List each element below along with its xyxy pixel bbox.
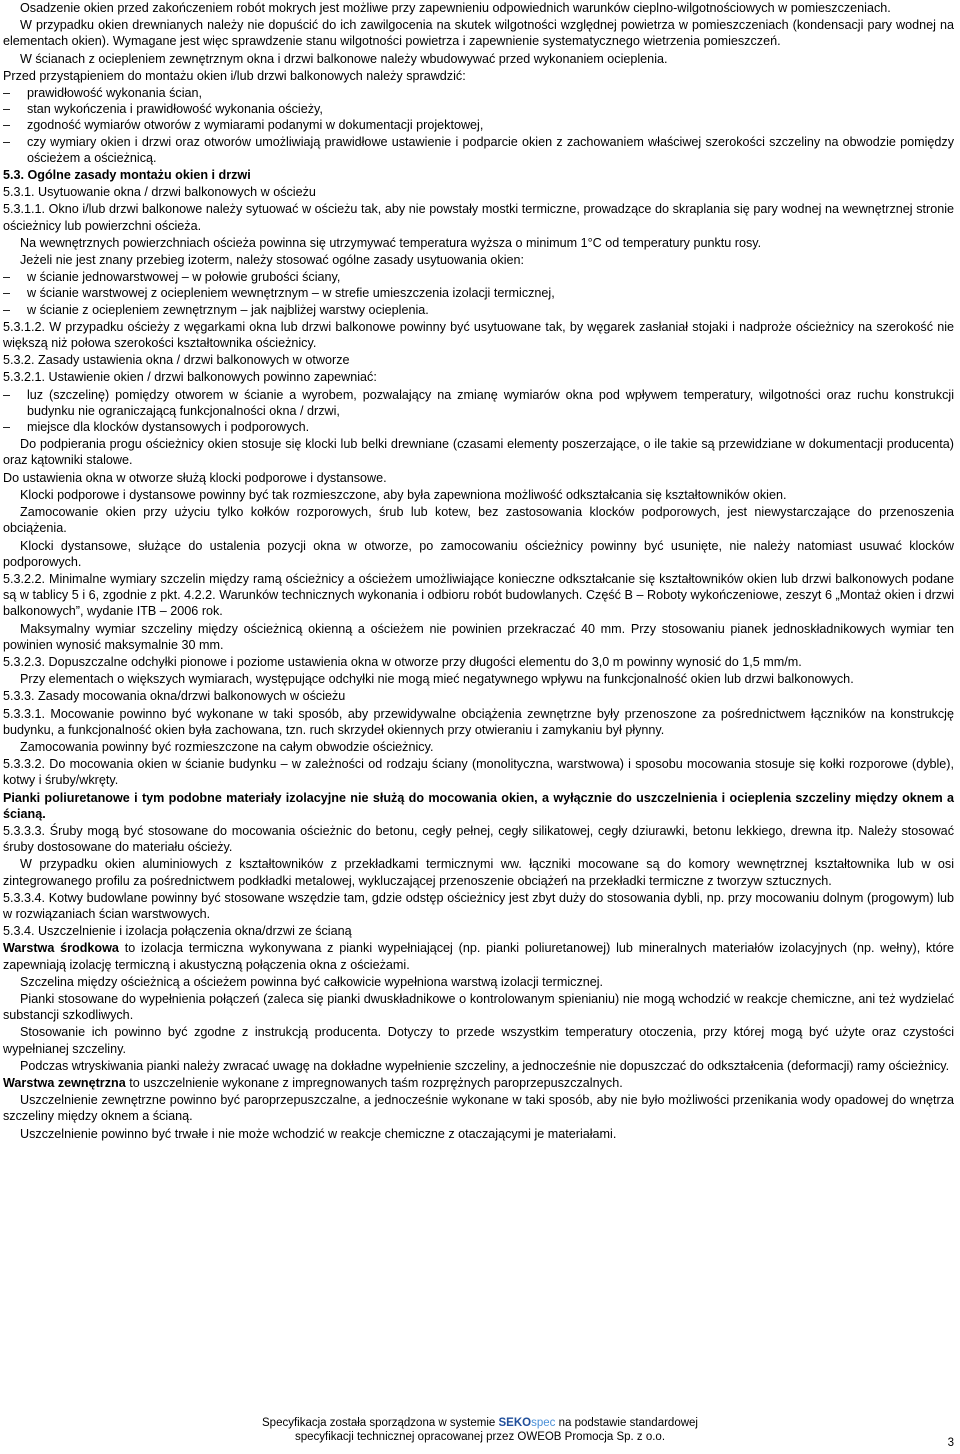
list-item: – miejsce dla klocków dystansowych i podporowych.: [3, 420, 310, 435]
list-item: – w ścianie warstwowej z ociepleniem wewnętrznym – w strefie umieszczenia izolacji termicznej,: [3, 286, 555, 301]
paragraph: Przed przystąpieniem do montażu okien i/lub drzwi balkonowych należy sprawdzić:: [3, 68, 466, 83]
paragraph: Maksymalny wymiar szczeliny między ościeżnicą okienną a ościeżem nie powinien przekraczać 40 mm. Przy stosowaniu pianek jednoskładnikowych wymiar ten powinien wynosić maksymalnie 30 mm.: [3, 621, 954, 652]
requirements-list: [3, 387, 954, 436]
placement-list: [3, 269, 954, 318]
paragraph: Warstwa zewnętrzna to uszczelnienie wykonane z impregnowanych taśm rozprężnych paroprzepuszczalnych.: [3, 1076, 623, 1090]
paragraph: Pianki stosowane do wypełnienia połączeń (zaleca się pianki dwuskładnikowe o kontrolowanym spienianiu) nie mogą wchodzić w reakcje chemiczne, ani też wydzielać substancji szkodliwych.: [3, 991, 954, 1023]
paragraph: Do ustawienia okna w otworze służą klocki podporowe i dystansowe.: [3, 470, 387, 485]
paragraph: W przypadku okien drewnianych należy nie dopuścić do ich zawilgocenia na skutek wilgotności względnej powietrza w pomieszczeniach (kondensacji pary wodnej na elementach okien). Wymagane jest więc sprawdzenie stanu wilgotności powietrza i zapewnienie systematycznego wietrzenia pomieszczeń.: [3, 18, 954, 49]
paragraph: 5.3.1.2. W przypadku ościeży z węgarkami okna lub drzwi balkonowe powinny być usytuowane tak, by węgarek zasłaniał stojaki i nadproże ościeżnicy na szerokość nie większą niż połowa szerokości kształtownika ościeżnicy.: [3, 319, 954, 351]
page-footer: [0, 1416, 960, 1444]
paragraph: Zamocowanie okien przy użyciu tylko kołków rozporowych, śrub lub kotew, bez zastosowania klocków podporowych, jest niewystarczające do przenoszenia obciążenia.: [3, 505, 954, 536]
term-label: Warstwa zewnętrzna: [3, 1076, 126, 1090]
paragraph: Osadzenie okien przed zakończeniem robót mokrych jest możliwe przy zapewnieniu odpowiednich warunków cieplno-wilgotnościowych w pomieszczeniach.: [20, 1, 891, 15]
paragraph: 5.3.2.2. Minimalne wymiary szczelin między ramą ościeżnicy a ościeżem umożliwiające konieczne odkształcanie się kształtowników okien lub drzwi balkonowych podane są w tablicy 5 i 6, zgodnie z pkt. 4.2.2. Warunków technicznych wykonania i odbioru robót budowlanych. Część B – Roboty wykończeniowe, zeszyt 6 „Montaż okien i drzwi balkonowych”, wydanie ITB – 2006 rok.: [3, 571, 954, 619]
paragraph: W ścianach z ociepleniem zewnętrznym okna i drzwi balkonowe należy wbudowywać przed wykonaniem ocieplenia.: [20, 51, 668, 66]
paragraph: 5.3.3.4. Kotwy budowlane powinny być stosowane wszędzie tam, gdzie odstęp ościeżnicy jest zbyt duży do stosowania dybli, np. przy mocowaniu dolnym (progowym) lub w rozwiązaniach ścian warstwowych.: [3, 890, 954, 921]
list-item: – stan wykończenia i prawidłowość wykonania ościeży,: [3, 102, 323, 117]
paragraph: 5.3.2.3. Dopuszczalne odchyłki pionowe i poziome ustawienia okna w otworze przy długości elementu do 3,0 m powinny wynosić do 1,5 mm/m.: [3, 654, 802, 669]
paragraph: 5.3.2.1. Ustawienie okien / drzwi balkonowych powinno zapewniać:: [3, 370, 377, 385]
paragraph: Zamocowania powinny być rozmieszczone na całym obwodzie ościeżnicy.: [20, 739, 434, 754]
paragraph: Na wewnętrznych powierzchniach ościeża powinna się utrzymywać temperatura wyższa o minimum 1°C od temperatury punktu rosy.: [20, 235, 762, 250]
paragraph: Klocki podporowe i dystansowe powinny być tak rozmieszczone, aby była zapewniona możliwość odkształcania się kształtowników okien.: [20, 487, 787, 502]
paragraph: 5.3.3.3. Śruby mogą być stosowane do mocowania ościeżnic do betonu, cegły pełnej, cegły silikatowej, cegły dziurawki, betonu lekkiego, drewna itp. Należy stosować śruby dostosowane do materiału ościeży.: [3, 823, 954, 855]
paragraph: 5.3.3.2. Do mocowania okien w ścianie budynku – w zależności od rodzaju ściany (monolityczna, warstwowa) i sposobu mocowania stosuje się kołki rozporowe (dyble), kotwy i śruby/wkręty.: [3, 757, 954, 788]
section-heading: 5.3. Ogólne zasady montażu okien i drzwi: [3, 168, 251, 183]
paragraph: Podczas wtryskiwania pianki należy zwracać uwagę na dokładne wypełnienie szczeliny, a jednocześnie nie dopuszczać do odkształcenia (deformacji) ramy ościeżnicy.: [20, 1058, 950, 1073]
paragraph: Szczelina między ościeżnicą a ościeżem powinna być całkowicie wypełniona warstwą izolacji termicznej.: [20, 974, 604, 989]
paragraph: Uszczelnienie zewnętrzne powinno być paroprzepuszczalne, a jednocześnie wykonane w taki sposób, aby nie było możliwości przenikania wody opadowej do wnętrza szczeliny między oknem a ścianą.: [3, 1093, 954, 1124]
subsection-heading: 5.3.4. Uszczelnienie i izolacja połączenia okna/drzwi ze ścianą: [3, 924, 352, 939]
list-item: – prawidłowość wykonania ścian,: [3, 86, 202, 101]
sekospec-logo: SEKOspec: [498, 1417, 556, 1429]
paragraph: Przy elementach o większych wymiarach, występujące odchyłki nie mogą mieć negatywnego wpływu na funkcjonalność okien lub drzwi balkonowych.: [20, 672, 854, 687]
paragraph: Uszczelnienie powinno być trwałe i nie może wchodzić w reakcje chemiczne z otaczającymi je materiałami.: [20, 1126, 617, 1141]
term-label: Warstwa środkowa: [3, 941, 119, 956]
bold-notice: Pianki poliuretanowe i tym podobne materiały izolacyjne nie służą do mocowania okien, a wyłącznie do uszczelnienia i ocieplenia szczeliny między oknem a ścianą.: [3, 790, 954, 821]
footer-line-1: Specyfikacja została sporządzona w systemie SEKOspec na podstawie standardowej: [262, 1417, 698, 1429]
subsection-heading: 5.3.3. Zasady mocowania okna/drzwi balkonowych w ościeżu: [3, 689, 346, 704]
list-item: – w ścianie jednowarstwowej – w połowie grubości ściany,: [3, 270, 341, 285]
page-number: 3: [947, 1437, 954, 1449]
paragraph: Stosowanie ich powinno być zgodne z instrukcją producenta. Dotyczy to przede wszystkim temperatury otoczenia, przy której mogą być użyte oraz czystości wypełnianej szczeliny.: [3, 1025, 954, 1056]
list-item: – luz (szczelinę) pomiędzy otworem w ścianie a wyrobem, pozwalający na zmianę wymiarów okna pod wpływem temperatury, wilgotności oraz ruchu konstrukcji budynku nie ograniczającą funkcjonalności okna / drzwi,: [3, 387, 954, 418]
list-item: – w ścianie z ociepleniem zewnętrznym – jak najbliżej warstwy ocieplenia.: [3, 302, 429, 317]
paragraph: 5.3.1.1. Okno i/lub drzwi balkonowe należy sytuować w ościeżu tak, aby nie powstały mostki termiczne, prowadzące do skraplania się pary wodnej na wewnętrznej stronie ościeżnicy lub powierzchni ościeża.: [3, 202, 954, 233]
subsection-heading: 5.3.2. Zasady ustawienia okna / drzwi balkonowych w otworze: [3, 353, 350, 368]
paragraph: Warstwa środkowa to izolacja termiczna wykonywana z pianki wypełniającej (np. pianki poliuretanowej) lub mineralnych materiałów izolacyjnych (np. wełny), które zapewniają izolację termiczną i akustyczną połączenia okna z ościeżami.: [3, 941, 954, 972]
paragraph: Jeżeli nie jest znany przebieg izoterm, należy stosować ogólne zasady usytuowania okien:: [20, 253, 525, 268]
paragraph: Klocki dystansowe, służące do ustalenia pozycji okna w otworze, po zamocowaniu ościeżnicy powinny być usunięte, nie należy natomiast usuwać klocków podporowych.: [3, 538, 954, 569]
paragraph: Do podpierania progu ościeżnicy okien stosuje się klocki lub belki drewniane (czasami elementy poszerzające, o ile takie są przewidziane w dokumentacji producenta) oraz kątowniki stalowe.: [3, 437, 954, 468]
paragraph: W przypadku okien aluminiowych z kształtowników z przekładkami termicznymi ww. łączniki mocowane są do komory wewnętrznej kształtownika lub w osi zintegrowanego profilu za pośrednictwem podkładki metalowej, wykluczającej przenoszenie obciążeń na przekładki termiczne z tworzyw sztucznych.: [3, 857, 954, 888]
checklist: [3, 85, 954, 166]
paragraph: 5.3.3.1. Mocowanie powinno być wykonane w taki sposób, aby przewidywalne obciążenia zewnętrzne były przenoszone za pośrednictwem łączników na konstrukcję budynku, a funkcjonalność okien była zachowana, tzn. ruch skrzydeł okiennych przy otwieraniu i zamykaniu był płynny.: [3, 706, 954, 737]
footer-line-2: specyfikacji technicznej opracowanej przez OWEOB Promocja Sp. z o.o.: [294, 1431, 666, 1443]
document-page: [3, 0, 954, 1143]
subsection-heading: 5.3.1. Usytuowanie okna / drzwi balkonowych w ościeżu: [3, 185, 316, 200]
list-item: – zgodność wymiarów otworów z wymiarami podanymi w dokumentacji projektowej,: [3, 118, 484, 133]
list-item: – czy wymiary okien i drzwi oraz otworów umożliwiają prawidłowe ustawienie i podparcie okien z zachowaniem właściwej szerokości szczeliny na obwodzie pomiędzy ościeżem a ościeżnicą.: [3, 134, 954, 165]
